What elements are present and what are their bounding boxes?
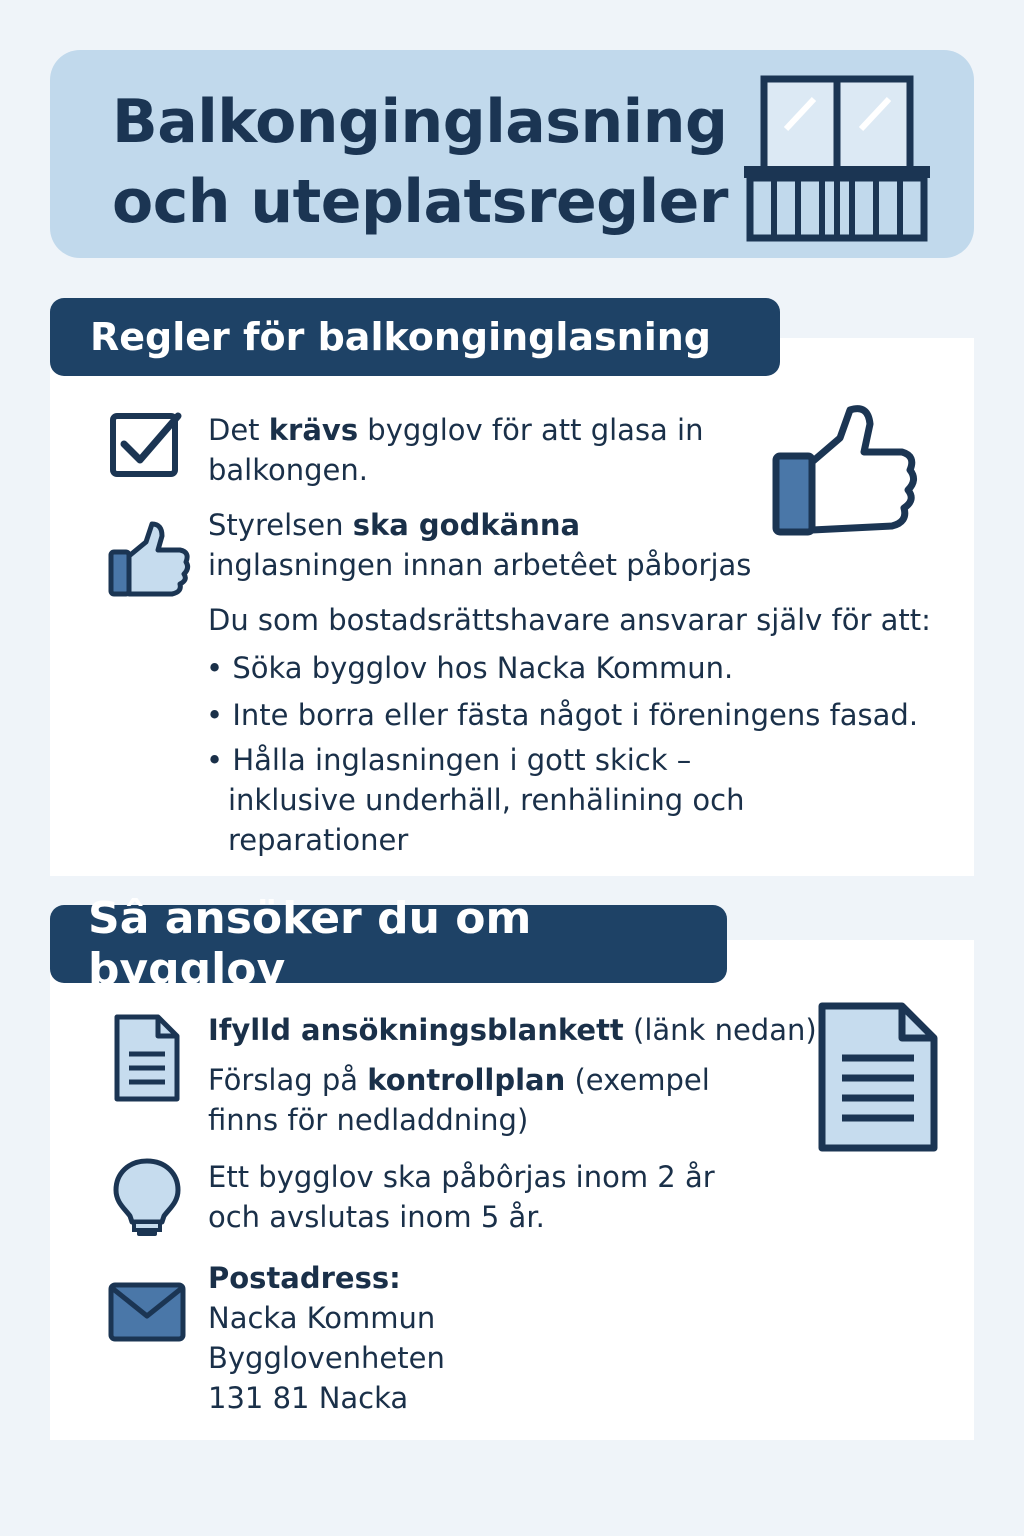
envelope-icon xyxy=(106,1280,188,1344)
apply-form-post: (länk nedan) xyxy=(623,1013,817,1047)
apply-form-text xyxy=(208,1010,817,1050)
document-large-icon xyxy=(816,1000,940,1154)
rule-permit-pre: Det xyxy=(208,413,269,447)
bullet-text: Hålla inglasningen i gott skick – xyxy=(232,743,692,777)
apply-plan-pre: Förslag på xyxy=(208,1063,368,1097)
page-title-line2: och uteplatsregler xyxy=(112,167,728,237)
apply-plan-bold: kontrollplan xyxy=(367,1063,566,1097)
rule-permit-text xyxy=(208,410,703,490)
apply-plan-post: (exempel xyxy=(565,1063,710,1097)
bullet-dot: • xyxy=(206,651,224,685)
rules-heading: Regler för balkonginglasning xyxy=(50,298,780,376)
bullet-continuation: reparationer xyxy=(228,823,409,857)
responsibility-bullet xyxy=(206,740,691,780)
thumbs-up-icon xyxy=(106,518,192,600)
thumbs-up-large-icon xyxy=(770,400,920,540)
postal-address-line3: 131 81 Nacka xyxy=(208,1381,409,1415)
apply-deadline-text xyxy=(208,1157,715,1237)
bullet-continuation: inklusive underhäll, renhälining och xyxy=(228,783,745,817)
title-banner xyxy=(50,50,974,258)
responsibility-intro: Du som bostadsrättshavare ansvarar själv för att: xyxy=(208,603,931,637)
apply-heading: Sâ ansöker du om bygglov xyxy=(50,905,727,983)
postal-address-label: Postadress: xyxy=(208,1261,401,1295)
responsibility-bullet xyxy=(206,695,918,735)
rule-approval-line2: inglasningen innan arbetêet påborjas xyxy=(208,548,752,582)
apply-plan-text xyxy=(208,1060,710,1140)
responsibility-bullet xyxy=(206,648,733,688)
postal-address-line2: Bygglovenheten xyxy=(208,1341,445,1375)
balcony-window-icon xyxy=(736,74,936,244)
document-icon xyxy=(112,1012,182,1104)
postal-address-line1: Nacka Kommun xyxy=(208,1301,436,1335)
page-title xyxy=(112,82,728,242)
rule-approval-text xyxy=(208,505,751,585)
rule-approval-pre: Styrelsen xyxy=(208,508,353,542)
apply-plan-line2: finns för nedladdning) xyxy=(208,1103,529,1137)
lightbulb-icon xyxy=(110,1156,184,1240)
apply-deadline-line1: Ett bygglov ska påbôrjas inom 2 år xyxy=(208,1160,715,1194)
page-title-line1: Balkonginglasning xyxy=(112,87,728,157)
rule-approval-bold: ska godkänna xyxy=(352,508,581,542)
rule-permit-line2: balkongen. xyxy=(208,453,368,487)
bullet-text: Söka bygglov hos Nacka Kommun. xyxy=(232,651,734,685)
bullet-dot: • xyxy=(206,698,224,732)
checkbox-check-icon xyxy=(108,410,184,478)
bullet-text: Inte borra eller fästa något i föreningens fasad. xyxy=(232,698,919,732)
rule-permit-post: bygglov för att glasa in xyxy=(358,413,704,447)
apply-deadline-line2: och avslutas inom 5 år. xyxy=(208,1200,545,1234)
apply-form-bold: Ifylld ansökningsblankett xyxy=(208,1013,624,1047)
postal-address xyxy=(208,1258,445,1418)
bullet-dot: • xyxy=(206,743,224,777)
rule-permit-bold: krävs xyxy=(268,413,359,447)
